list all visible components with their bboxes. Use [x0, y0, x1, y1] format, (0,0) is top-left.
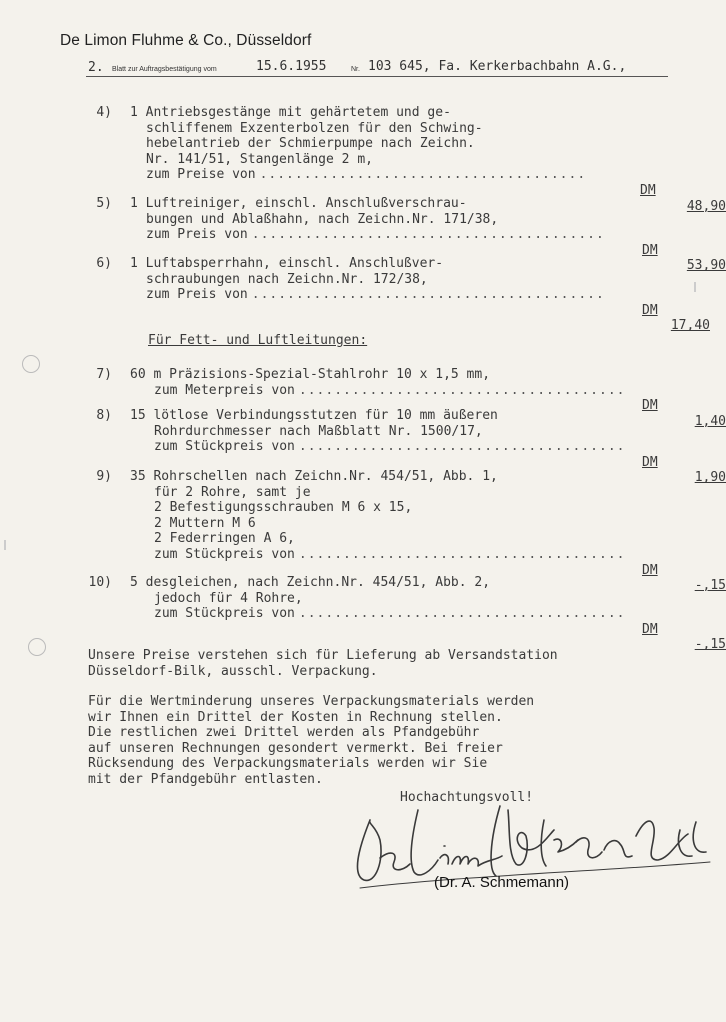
item-line: 15 lötlose Verbindungsstutzen für 10 mm äußeren — [130, 408, 498, 423]
page-number: 2. — [88, 60, 104, 75]
paragraph-line: Rücksendung des Verpackungsmaterials werden wir Sie — [88, 756, 488, 772]
price-line: zum Preis von ........................................ — [146, 287, 605, 303]
amount: 17,40 — [670, 318, 710, 334]
packaging-paragraph — [88, 694, 648, 788]
item-price — [580, 547, 726, 609]
paragraph-line: Düsseldorf-Bilk, ausschl. Verpackung. — [88, 663, 378, 679]
item-number: 10) — [88, 575, 112, 590]
reference-nr-label: Nr. — [351, 66, 360, 73]
item-line: Rohrdurchmesser nach Maßblatt Nr. 1500/17, — [154, 423, 483, 439]
scan-mark — [694, 282, 696, 292]
item-line: 2 Muttern M 6 — [154, 515, 256, 531]
currency: DM — [642, 302, 658, 318]
item-line: 2 Befestigungsschrauben M 6 x 15, — [154, 500, 413, 516]
item-price — [580, 383, 726, 445]
handwritten-signature — [340, 780, 720, 920]
item-number: 8) — [96, 408, 112, 423]
paragraph-line: Die restlichen zwei Drittel werden als Pfandgebühr — [88, 725, 480, 741]
currency: DM — [642, 398, 658, 414]
paragraph-line: Unsere Preise verstehen sich für Lieferung ab Versandstation — [88, 648, 558, 663]
reference-label: Blatt zur Auftragsbestätigung vom — [112, 66, 217, 73]
item-description — [130, 469, 626, 563]
closing-salutation: Hochachtungsvoll! — [400, 790, 534, 805]
reference-rule — [86, 76, 668, 77]
item-line: Nr. 141/51, Stangenlänge 2 m, — [146, 151, 373, 167]
price-line: zum Meterpreis von ..................................... — [154, 382, 626, 398]
amount: 48,90 — [686, 198, 726, 214]
item-number: 6) — [96, 256, 112, 271]
item-number: 7) — [96, 367, 112, 382]
item-description — [130, 105, 587, 183]
item-description — [130, 256, 605, 303]
order-date: 15.6.1955 — [256, 59, 327, 74]
signatory-name: (Dr. A. Schmemann) — [434, 874, 570, 891]
item-price — [580, 287, 726, 349]
amount: 1,90 — [694, 470, 726, 486]
item-line: 5 desgleichen, nach Zeichn.Nr. 454/51, Abb. 2, — [130, 575, 491, 590]
terms-paragraph — [88, 648, 648, 679]
item-price — [580, 439, 726, 501]
amount: 53,90 — [686, 258, 726, 274]
item-price — [580, 167, 726, 229]
item-line: bungen und Ablaßhahn, nach Zeichn.Nr. 171/38, — [146, 211, 499, 227]
paragraph-line: wir Ihnen ein Drittel der Kosten in Rechnung stellen. — [88, 709, 503, 725]
currency: DM — [642, 621, 658, 637]
scan-mark — [4, 540, 6, 550]
paragraph-line: Für die Wertminderung unseres Verpackungsmaterials werden — [88, 694, 535, 709]
currency: DM — [642, 454, 658, 470]
currency: DM — [642, 562, 658, 578]
item-line: schliffenem Exzenterbolzen für den Schwing- — [146, 120, 483, 136]
item-description — [130, 575, 626, 622]
price-line: zum Stückpreis von ..................................... — [154, 439, 626, 455]
item-line: hebelantrieb der Schmierpumpe nach Zeichn. — [146, 136, 475, 152]
item-number: 5) — [96, 196, 112, 211]
price-line: zum Stückpreis von ..................................... — [154, 546, 626, 562]
item-description — [130, 408, 626, 455]
punch-hole — [22, 355, 40, 373]
item-line: jedoch für 4 Rohre, — [154, 590, 303, 606]
item-number: 9) — [96, 469, 112, 484]
paragraph-line: auf unseren Rechnungen gesondert vermerkt. Bei freier — [88, 740, 503, 756]
item-price — [580, 227, 726, 289]
item-line: 2 Federringen A 6, — [154, 531, 295, 547]
item-line: 1 Luftreiniger, einschl. Anschlußverschrau- — [130, 196, 467, 211]
amount: -,15 — [694, 578, 726, 594]
amount: -,15 — [694, 637, 726, 653]
currency: DM — [642, 242, 658, 258]
amount: 1,40 — [694, 413, 726, 429]
price-line: zum Preise von ..................................... — [146, 167, 587, 183]
item-line: 60 m Präzisions-Spezial-Stahlrohr 10 x 1,5 mm, — [130, 367, 491, 382]
reference-line — [88, 60, 668, 80]
item-line: schraubungen nach Zeichn.Nr. 172/38, — [146, 271, 428, 287]
punch-hole — [28, 638, 46, 656]
paragraph-line: mit der Pfandgebühr entlasten. — [88, 771, 323, 787]
item-number: 4) — [96, 105, 112, 120]
price-line: zum Stückpreis von ..................................... — [154, 606, 626, 622]
price-line: zum Preis von ........................................ — [146, 227, 605, 243]
item-line: für 2 Rohre, samt je — [154, 484, 311, 500]
item-description — [130, 367, 626, 398]
item-line: 35 Rohrschellen nach Zeichn.Nr. 454/51, Abb. 1, — [130, 469, 498, 484]
item-line: 1 Antriebsgestänge mit gehärtetem und ge- — [130, 105, 451, 120]
currency: DM — [640, 182, 656, 198]
order-reference: 103 645, Fa. Kerkerbachbahn A.G., — [368, 59, 627, 74]
item-description — [130, 196, 605, 243]
section-heading: Für Fett- und Luftleitungen: — [148, 333, 368, 348]
letterhead-company: De Limon Fluhme & Co., Düsseldorf — [60, 32, 312, 49]
item-line: 1 Luftabsperrhahn, einschl. Anschlußver- — [130, 256, 444, 271]
